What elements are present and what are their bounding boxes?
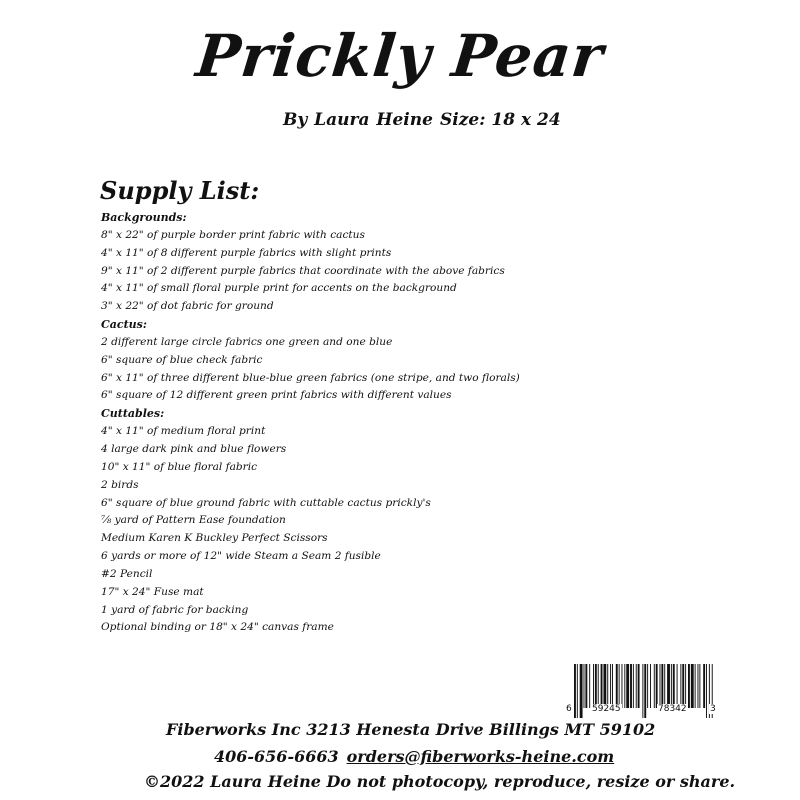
supply-line: 6" square of 12 different green print fabrics with different values: [101, 389, 452, 402]
contact-line: [214, 747, 614, 766]
copyright-notice: ©2022 Laura Heine Do not photocopy, reproduce, resize or share.: [144, 772, 736, 791]
supply-line: 4" x 11" of medium floral print: [101, 425, 266, 438]
barcode-group-1: 59245: [592, 704, 621, 714]
supply-line: 6" square of blue ground fabric with cuttable cactus prickly's: [101, 496, 431, 509]
barcode-digit-left: 6: [566, 704, 572, 714]
publisher-address: Fiberworks Inc 3213 Henesta Drive Billings MT 59102: [166, 720, 656, 739]
supply-line: 3" x 22" of dot fabric for ground: [101, 300, 274, 313]
supply-line: Optional binding or 18" x 24" canvas frame: [101, 621, 334, 634]
supply-list: [101, 209, 721, 637]
author-byline: By Laura Heine: [283, 110, 433, 130]
supply-line: Backgrounds:: [101, 211, 187, 224]
supply-line: 6 yards or more of 12" wide Steam a Seam 2 fusible: [101, 550, 381, 563]
barcode-digit-right: 3: [710, 704, 716, 714]
supply-list-heading: Supply List:: [100, 176, 260, 205]
supply-line: ⅞ yard of Pattern Ease foundation: [101, 514, 286, 527]
supply-line: 10" x 11" of blue floral fabric: [101, 460, 258, 473]
supply-line: 6" x 11" of three different blue-blue green fabrics (one stripe, and two florals): [101, 371, 520, 384]
supply-line: 2 different large circle fabrics one green and one blue: [101, 335, 393, 348]
supply-line: Cuttables:: [101, 407, 165, 421]
pattern-size: Size: 18 x 24: [440, 110, 561, 130]
supply-line: #2 Pencil: [101, 567, 153, 580]
barcode-group-2: 78342: [658, 704, 687, 714]
supply-line: 4 large dark pink and blue flowers: [101, 442, 287, 455]
phone-number: 406-656-6663: [214, 747, 339, 766]
supply-line: 1 yard of fabric for backing: [101, 603, 249, 616]
barcode-number: [565, 704, 717, 718]
supply-line: 6" square of blue check fabric: [101, 353, 263, 366]
supply-line: 4" x 11" of 8 different purple fabrics with slight prints: [101, 246, 392, 259]
supply-line: 9" x 11" of 2 different purple fabrics that coordinate with the above fabrics: [101, 264, 505, 277]
supply-line: Medium Karen K Buckley Perfect Scissors: [101, 532, 328, 545]
supply-line: 4" x 11" of small floral purple print for accents on the background: [101, 282, 457, 295]
supply-line: 2 birds: [101, 478, 139, 491]
email-link[interactable]: orders@fiberworks-heine.com: [346, 747, 615, 766]
supply-line: 17" x 24" Fuse mat: [101, 585, 204, 598]
supply-line: Cactus:: [101, 318, 147, 332]
supply-line: 8" x 22" of purple border print fabric with cactus: [101, 228, 365, 241]
pattern-title: Prickly Pear: [193, 22, 607, 90]
